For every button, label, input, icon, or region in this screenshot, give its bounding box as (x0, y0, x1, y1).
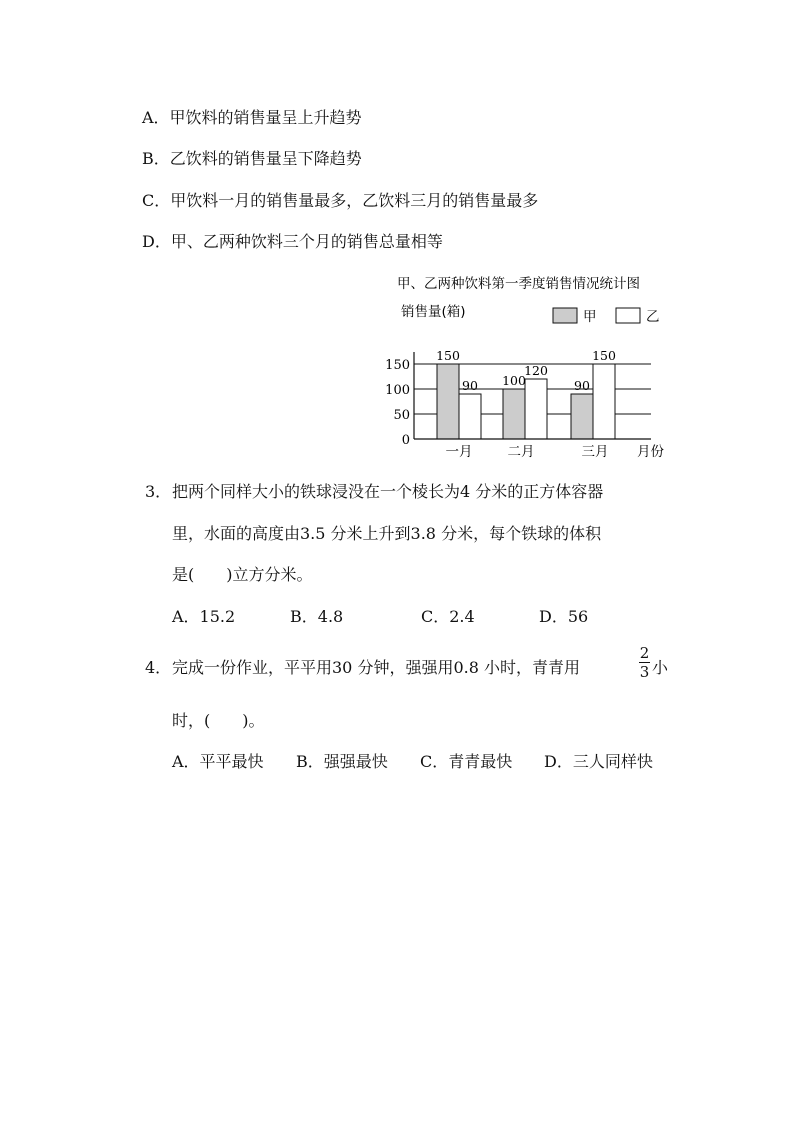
bar-甲-一月 (437, 364, 459, 439)
legend-label-jia: 甲 (583, 309, 597, 325)
q4-line-2: 时，( )。 (172, 711, 265, 730)
data-label-乙-一月: 90 (462, 378, 478, 393)
option-c: C．甲饮料一月的销售量最多，乙饮料三月的销售量最多 (142, 191, 539, 210)
q4-options (172, 752, 653, 772)
legend-label-yi: 乙 (646, 309, 660, 325)
q3-line-2: 里，水面的高度由3.5 分米上升到3.8 分米，每个铁球的体积 (172, 524, 602, 543)
fraction-denominator: 3 (639, 663, 650, 681)
y-tick-label-150: 150 (385, 358, 410, 373)
bar-乙-一月 (459, 394, 481, 439)
q3-line-3: 是( )立方分米。 (172, 565, 313, 584)
x-tick-label-1: 二月 (507, 444, 535, 460)
q3-option-d: D．56 (539, 607, 589, 626)
option-a: A．甲饮料的销售量呈上升趋势 (142, 108, 362, 127)
data-label-甲-二月: 100 (502, 373, 526, 388)
chart-xlabel: 月份 (637, 444, 664, 460)
q3-option-b: B．4.8 (290, 607, 344, 626)
y-tick-label-0: 0 (401, 433, 410, 448)
q3-line-1: 把两个同样大小的铁球浸没在一个棱长为4 分米的正方体容器 (172, 482, 604, 501)
x-tick-label-0: 一月 (445, 444, 473, 460)
bar-甲-二月 (503, 389, 525, 439)
bar-乙-三月 (593, 364, 615, 439)
q3-options (172, 607, 588, 627)
y-tick-label-50: 50 (393, 408, 410, 423)
q3-option-a: A．15.2 (172, 607, 236, 626)
legend-swatch-yi (616, 308, 640, 323)
q3-number: 3． (145, 482, 172, 501)
bar-乙-二月 (525, 379, 547, 439)
q3-option-c: C．2.4 (421, 607, 475, 626)
bar-甲-三月 (571, 394, 593, 439)
data-label-乙-三月: 150 (592, 348, 616, 363)
chart-title: 甲、乙两种饮料第一季度销售情况统计图 (397, 276, 640, 292)
sales-chart (0, 0, 794, 480)
q4-option-b: B．强强最快 (296, 752, 388, 771)
fraction-numerator: 2 (639, 644, 650, 662)
q4-line-1-end: 小 (652, 658, 669, 677)
data-label-甲-一月: 150 (436, 348, 460, 363)
q4-option-a: A．平平最快 (172, 752, 264, 771)
data-label-乙-二月: 120 (524, 363, 548, 378)
q4-line-1: 完成一份作业，平平用30 分钟，强强用0.8 小时，青青用 (172, 658, 580, 677)
q4-number: 4． (145, 658, 172, 677)
x-tick-label-2: 三月 (581, 444, 609, 460)
chart-ylabel: 销售量(箱) (401, 304, 466, 320)
q4-option-d: D．三人同样快 (544, 752, 653, 771)
option-b: B．乙饮料的销售量呈下降趋势 (142, 149, 362, 168)
option-d: D．甲、乙两种饮料三个月的销售总量相等 (142, 232, 443, 251)
q4-option-c: C．青青最快 (420, 752, 513, 771)
y-tick-label-100: 100 (385, 383, 410, 398)
fraction-two-thirds (639, 645, 650, 680)
legend-swatch-jia (553, 308, 577, 323)
data-label-甲-三月: 90 (574, 378, 590, 393)
